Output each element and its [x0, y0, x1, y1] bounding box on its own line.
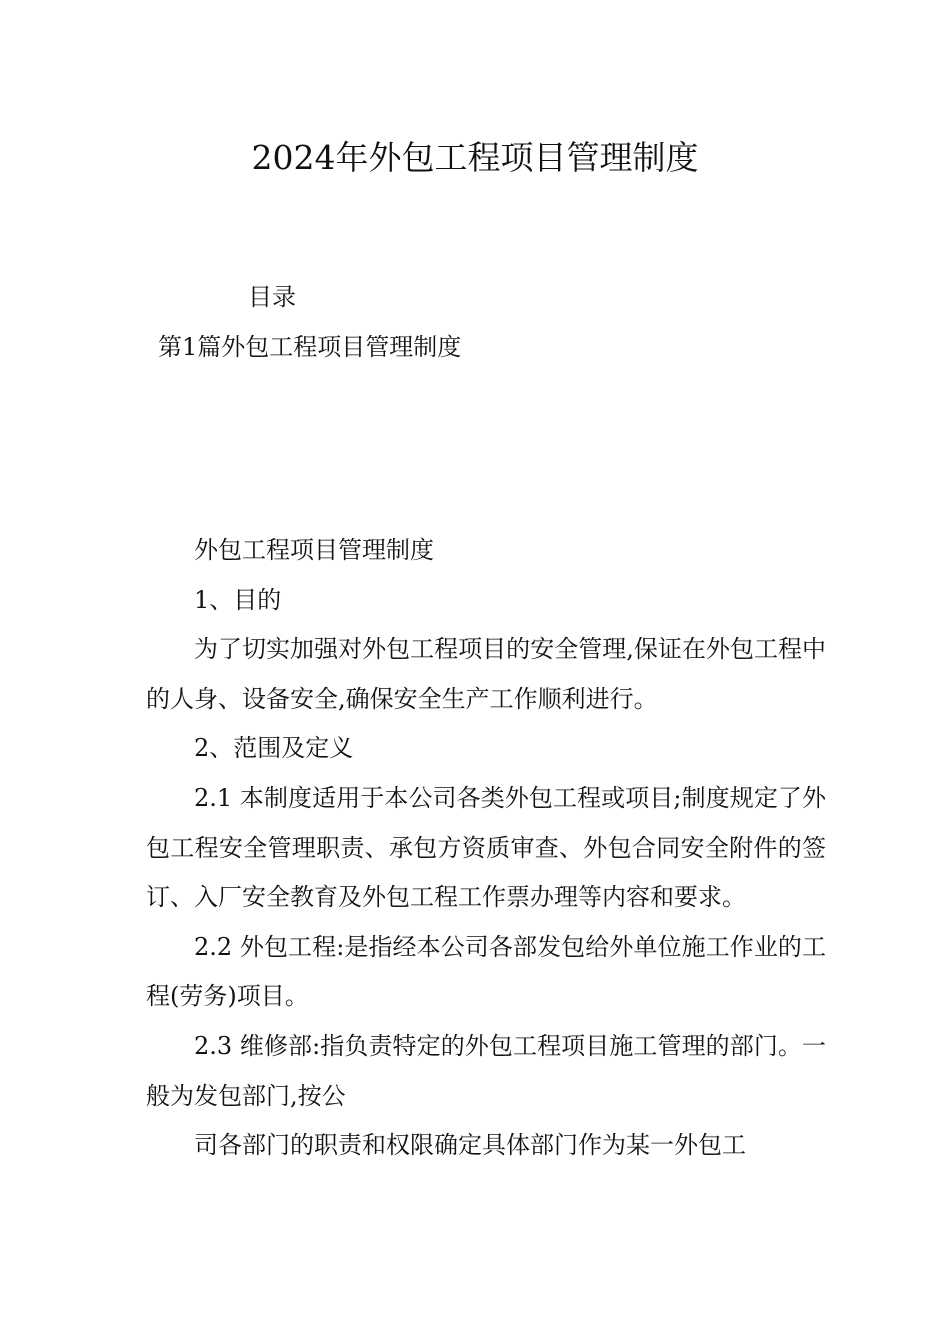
paragraph-2-1: 2.1 本制度适用于本公司各类外包工程或项目;制度规定了外包工程安全管理职责、承包方资质审查、外包合同安全附件的签订、入厂安全教育及外包工程工作票办理等内容和要求。 — [146, 783, 826, 912]
section-scope-heading: 2、范围及定义 — [194, 734, 354, 763]
section-heading: 外包工程项目管理制度 — [194, 536, 434, 564]
section-purpose-heading: 1、目的 — [194, 585, 282, 614]
document-title: 2024年外包工程项目管理制度 — [251, 138, 699, 177]
paragraph-2-3: 2.3 维修部:指负责特定的外包工程项目施工管理的部门。一般为发包部门,按公 — [146, 1031, 826, 1110]
paragraph-2-2: 2.2 外包工程:是指经本公司各部发包给外单位施工作业的工程(劳务)项目。 — [146, 932, 826, 1011]
toc-heading: 目录 — [248, 283, 296, 311]
document-body — [146, 526, 826, 1171]
paragraph-continuation: 司各部门的职责和权限确定具体部门作为某一外包工 — [194, 1131, 746, 1160]
paragraph-purpose: 为了切实加强对外包工程项目的安全管理,保证在外包工程中的人身、设备安全,确保安全生产工作顺利进行。 — [146, 635, 826, 713]
toc-item-1[interactable]: 第1篇外包工程项目管理制度 — [158, 333, 462, 361]
